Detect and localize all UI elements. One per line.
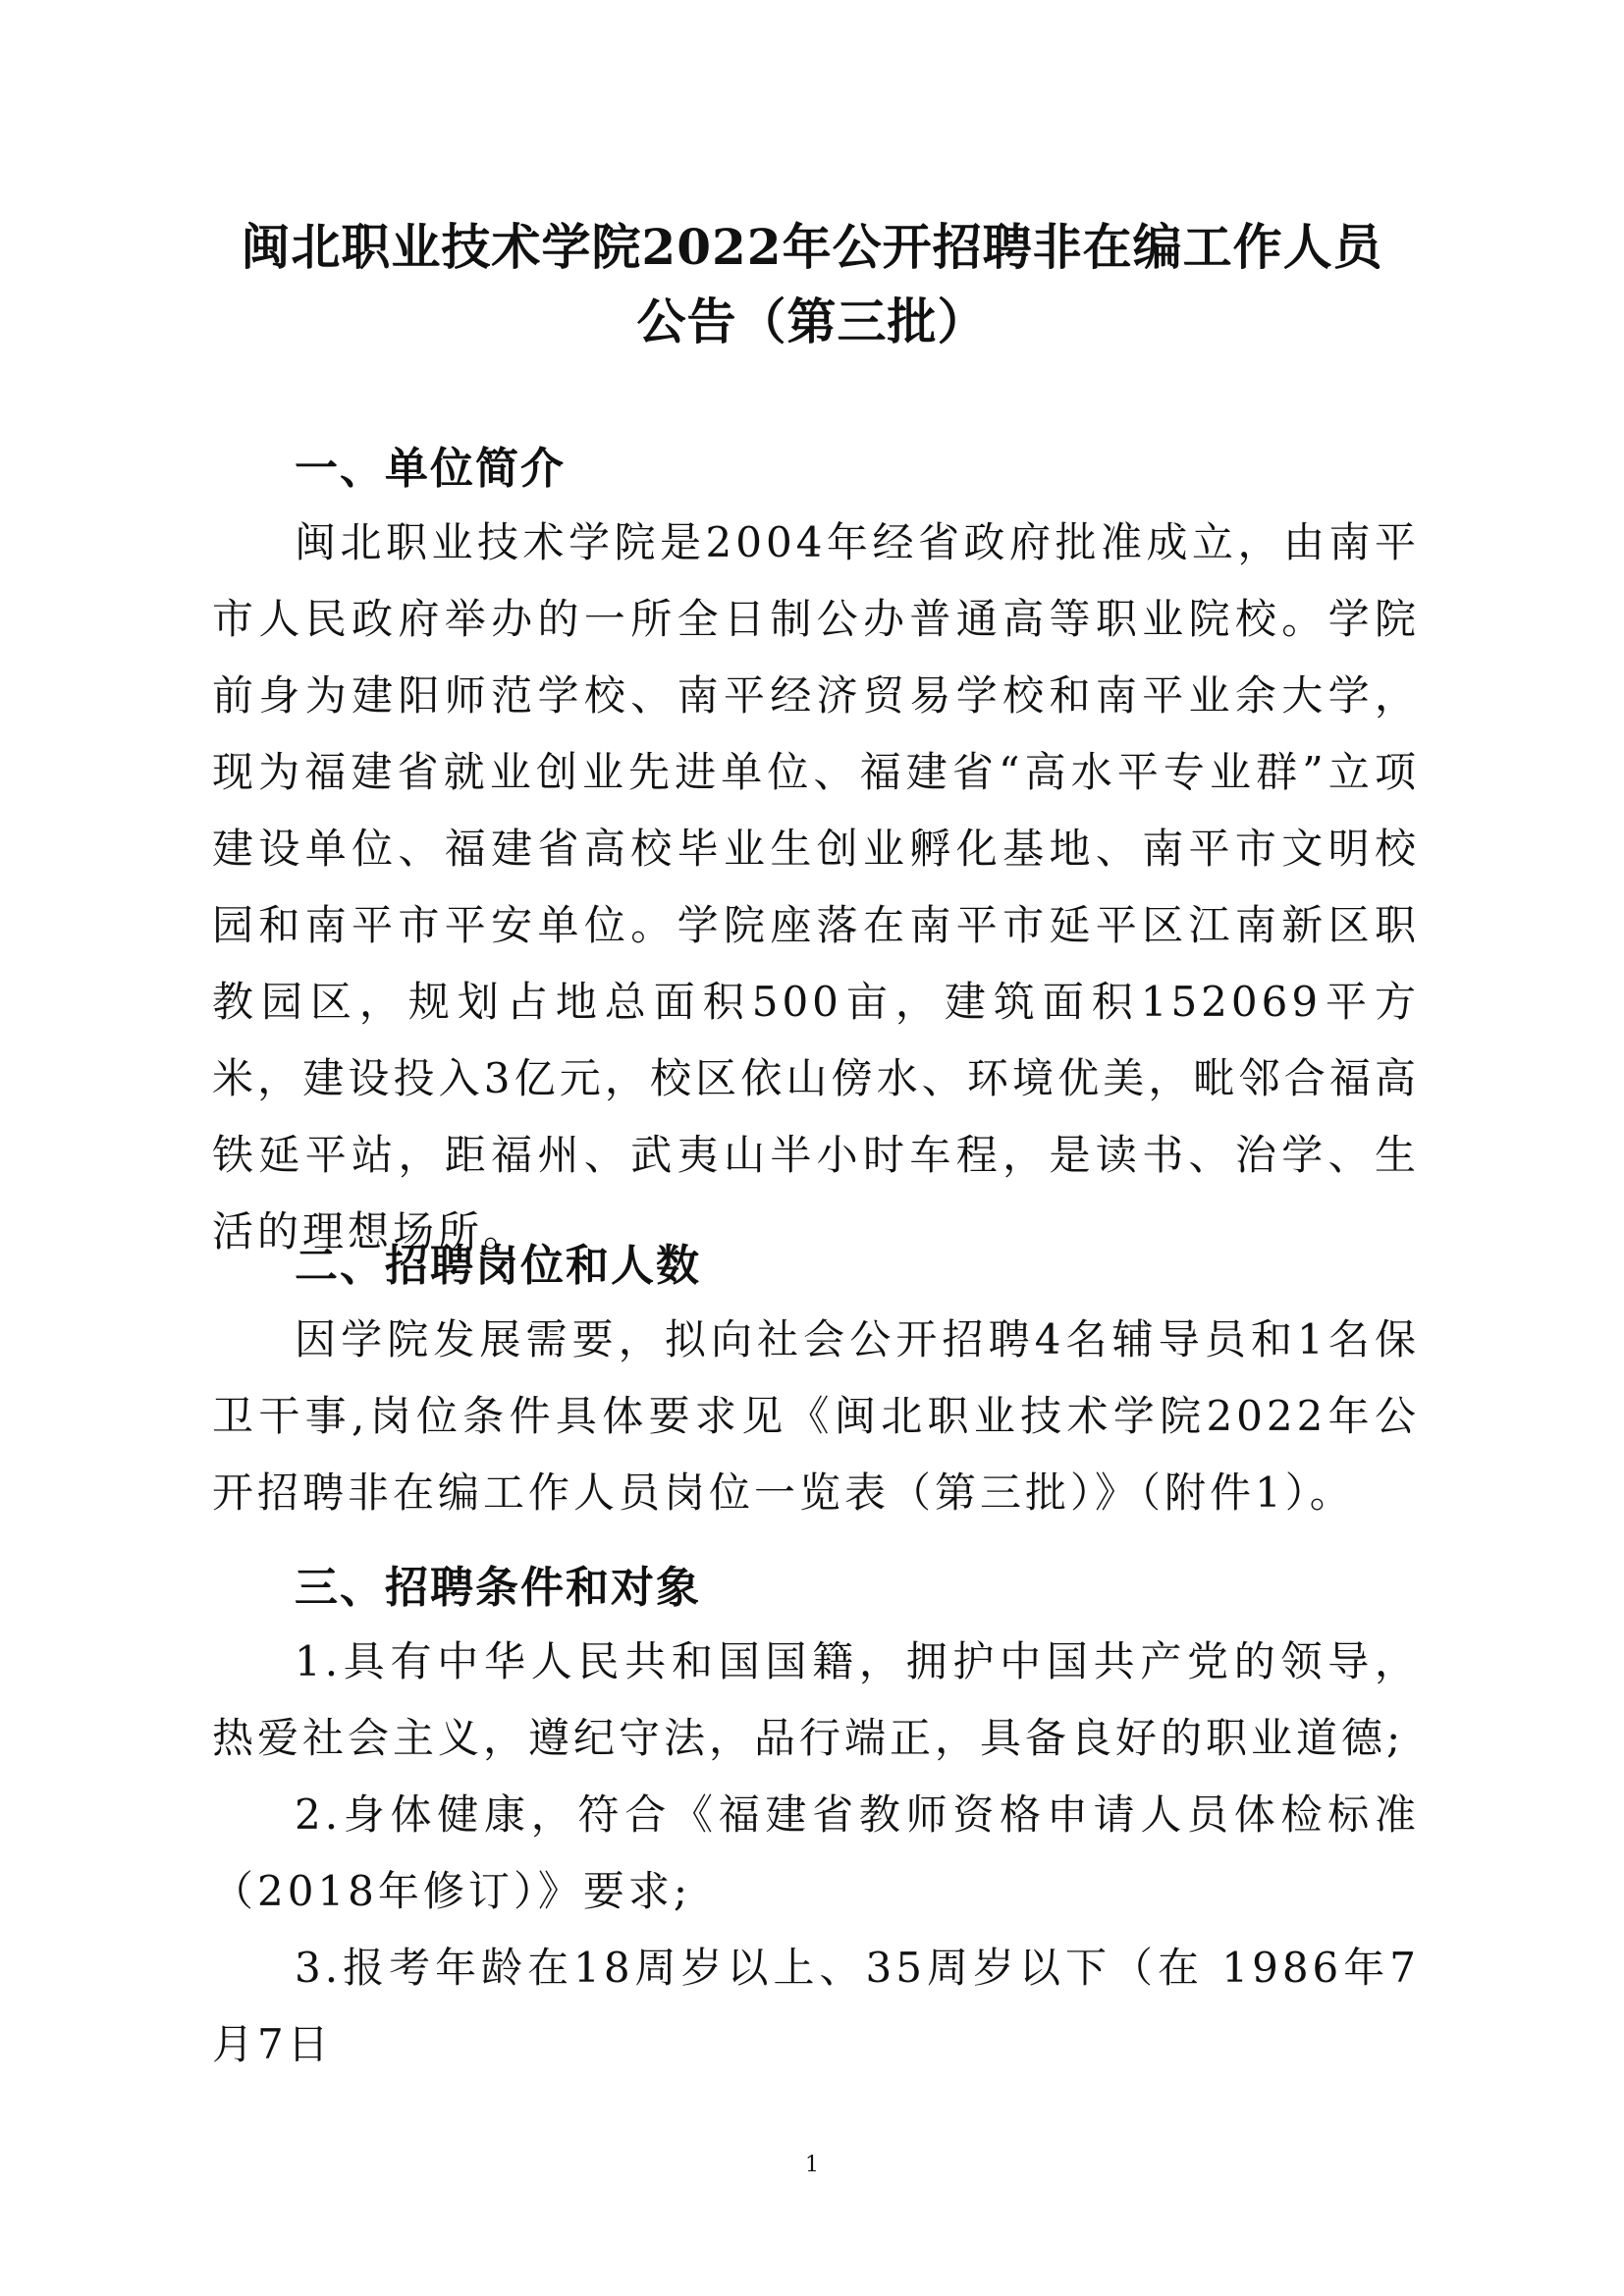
document-title-line2: 公告（第三批） [636, 293, 988, 350]
paragraph-unit-intro: 闽北职业技术学院是2004年经省政府批准成立，由南平市人民政府举办的一所全日制公办普通高等职业院校。学院前身为建阳师范学校、南平经济贸易学校和南平业余大学，现为福建省就业创业先进单位、福建省“高水平专业群”立项建设单位、福建省高校毕业生创业孵化基地、南平市文明校园和南平市平安单位。学院座落在南平市延平区江南新区职教园区，规划占地总面积500亩，建筑面积152069平方米，建设投入3亿元，校区依山傍水、环境优美，毗邻合福高铁延平站，距福州、武夷山半小时车程，是读书、治学、生活的理想场所。 [212, 518, 1420, 1255]
section-heading-positions: 二、招聘岗位和人数 [295, 1241, 701, 1291]
page-number: 1 [805, 2153, 819, 2177]
paragraph-condition-2: 2.身体健康，符合《福建省教师资格申请人员体检标准（2018年修订）》要求; [212, 1790, 1420, 1915]
paragraph-positions: 因学院发展需要，拟向社会公开招聘4名辅导员和1名保卫干事,岗位条件具体要求见《闽北职业技术学院2022年公开招聘非在编工作人员岗位一览表（第三批）》（附件1）。 [212, 1315, 1420, 1517]
paragraph-condition-3: 3.报考年龄在18周岁以上、35周岁以下（在 1986年7月7日 [212, 1944, 1420, 2068]
section-heading-conditions: 三、招聘条件和对象 [295, 1563, 701, 1613]
paragraph-condition-1: 1.具有中华人民共和国国籍，拥护中国共产党的领导，热爱社会主义，遵纪守法，品行端正，具备良好的职业道德; [212, 1637, 1420, 1762]
section-heading-unit-intro: 一、单位简介 [295, 444, 566, 494]
document-title-line1: 闽北职业技术学院2022年公开招聘非在编工作人员 [241, 218, 1383, 276]
